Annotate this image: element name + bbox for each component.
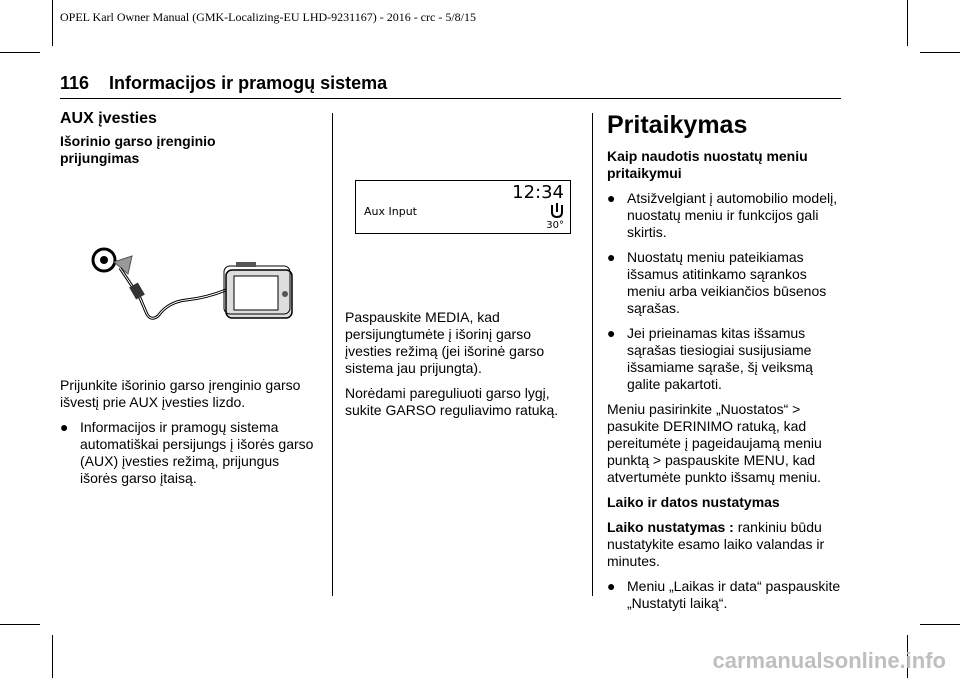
crop-mark [52, 0, 53, 46]
page-title: Informacijos ir pramogų sistema [109, 73, 388, 93]
bullet-item [607, 578, 842, 612]
inline-label: Laiko nustatymas : [607, 519, 734, 535]
display-temperature: 30° [546, 220, 564, 231]
page-heading [60, 73, 387, 94]
paragraph: Prijunkite išorinio garso įrenginio garso išvestį prie AUX įvesties lizdo. [60, 377, 301, 410]
bullet-item [607, 249, 842, 317]
bullet-text: Nuostatų meniu pateikiamas išsamus atitinkamo sąrankos meniu arba veikiančios būsenos sąrašas. [627, 249, 827, 316]
bullet-text: Meniu „Laikas ir data“ paspauskite „Nustatyti laiką“. [627, 578, 841, 611]
paragraph [607, 519, 842, 570]
inline-text: rankiniu būdu nustatykite esamo laiko valandas ir minutes. [607, 519, 825, 569]
section-heading: AUX įvesties [60, 110, 157, 127]
watermark-text: carmanualsonline.info [712, 648, 946, 673]
bullet-dot: ● [607, 325, 616, 341]
paragraph: Paspauskite MEDIA, kad persijungtumėte į išorinį garso įvesties režimą (jei išorinė garso sistema jau prijungta). [345, 309, 545, 376]
bullet-text: Informacijos ir pramogų sistema automatiškai persijungs į išorės garso (AUX) įvesties režimą, prijungus išorės garso įtaisą. [80, 419, 314, 486]
document-header-note: OPEL Karl Owner Manual (GMK-Localizing-EU LHD-9231167) - 2016 - crc - 5/8/15 [60, 10, 476, 24]
display-source-label: Aux Input [364, 205, 417, 218]
column-divider [332, 113, 333, 596]
subsection-heading: Kaip naudotis nuostatų meniu pritaikymui [607, 148, 808, 181]
subsection-heading: Laiko ir datos nustatymas [607, 494, 780, 510]
display-clock: 12:34 [512, 182, 564, 203]
section-title: Pritaikymas [607, 111, 748, 139]
header-rule [60, 98, 841, 99]
bullet-item [607, 190, 842, 241]
paragraph: Norėdami pareguliuoti garso lygį, sukite GARSO reguliavimo ratuką. [345, 385, 559, 418]
bullet-text: Jei prieinamas kitas išsamus sąrašas tiesiogiai susijusiame išsamiame sąraše, šį veiksmą galite pakartoti. [627, 325, 813, 392]
bullet-item [60, 419, 320, 487]
radio-display-aux [355, 180, 571, 234]
column-aux-input-body [60, 377, 320, 487]
paragraph: Meniu pasirinkite „Nuostatos“ > pasukite DERINIMO ratuką, kad pereitumėte į pageidaujamą meniu punktą > paspauskite MENU, kad atvertumėte punkto išsamų meniu. [607, 401, 822, 485]
column-divider [592, 113, 593, 596]
subsection-heading: Išorinio garso įrenginio prijungimas [60, 133, 216, 166]
bullet-dot: ● [607, 249, 616, 265]
column-customization [607, 110, 842, 612]
crop-mark [920, 624, 960, 625]
bullet-dot: ● [60, 419, 69, 435]
crop-mark [0, 52, 40, 53]
crop-mark [907, 0, 908, 46]
bullet-dot: ● [607, 578, 616, 594]
aux-cable-device-illustration [86, 246, 306, 328]
crop-mark [920, 52, 960, 53]
bullet-text: Atsižvelgiant į automobilio modelį, nuostatų meniu ir funkcijos gali skirtis. [627, 190, 838, 240]
aux-jack-icon [550, 203, 564, 219]
column-aux-text [345, 309, 580, 419]
bullet-dot: ● [607, 190, 616, 206]
crop-mark [0, 624, 40, 625]
column-aux-input [60, 110, 320, 167]
page-number: 116 [60, 73, 90, 93]
crop-mark [52, 635, 53, 678]
bullet-item [607, 325, 842, 393]
